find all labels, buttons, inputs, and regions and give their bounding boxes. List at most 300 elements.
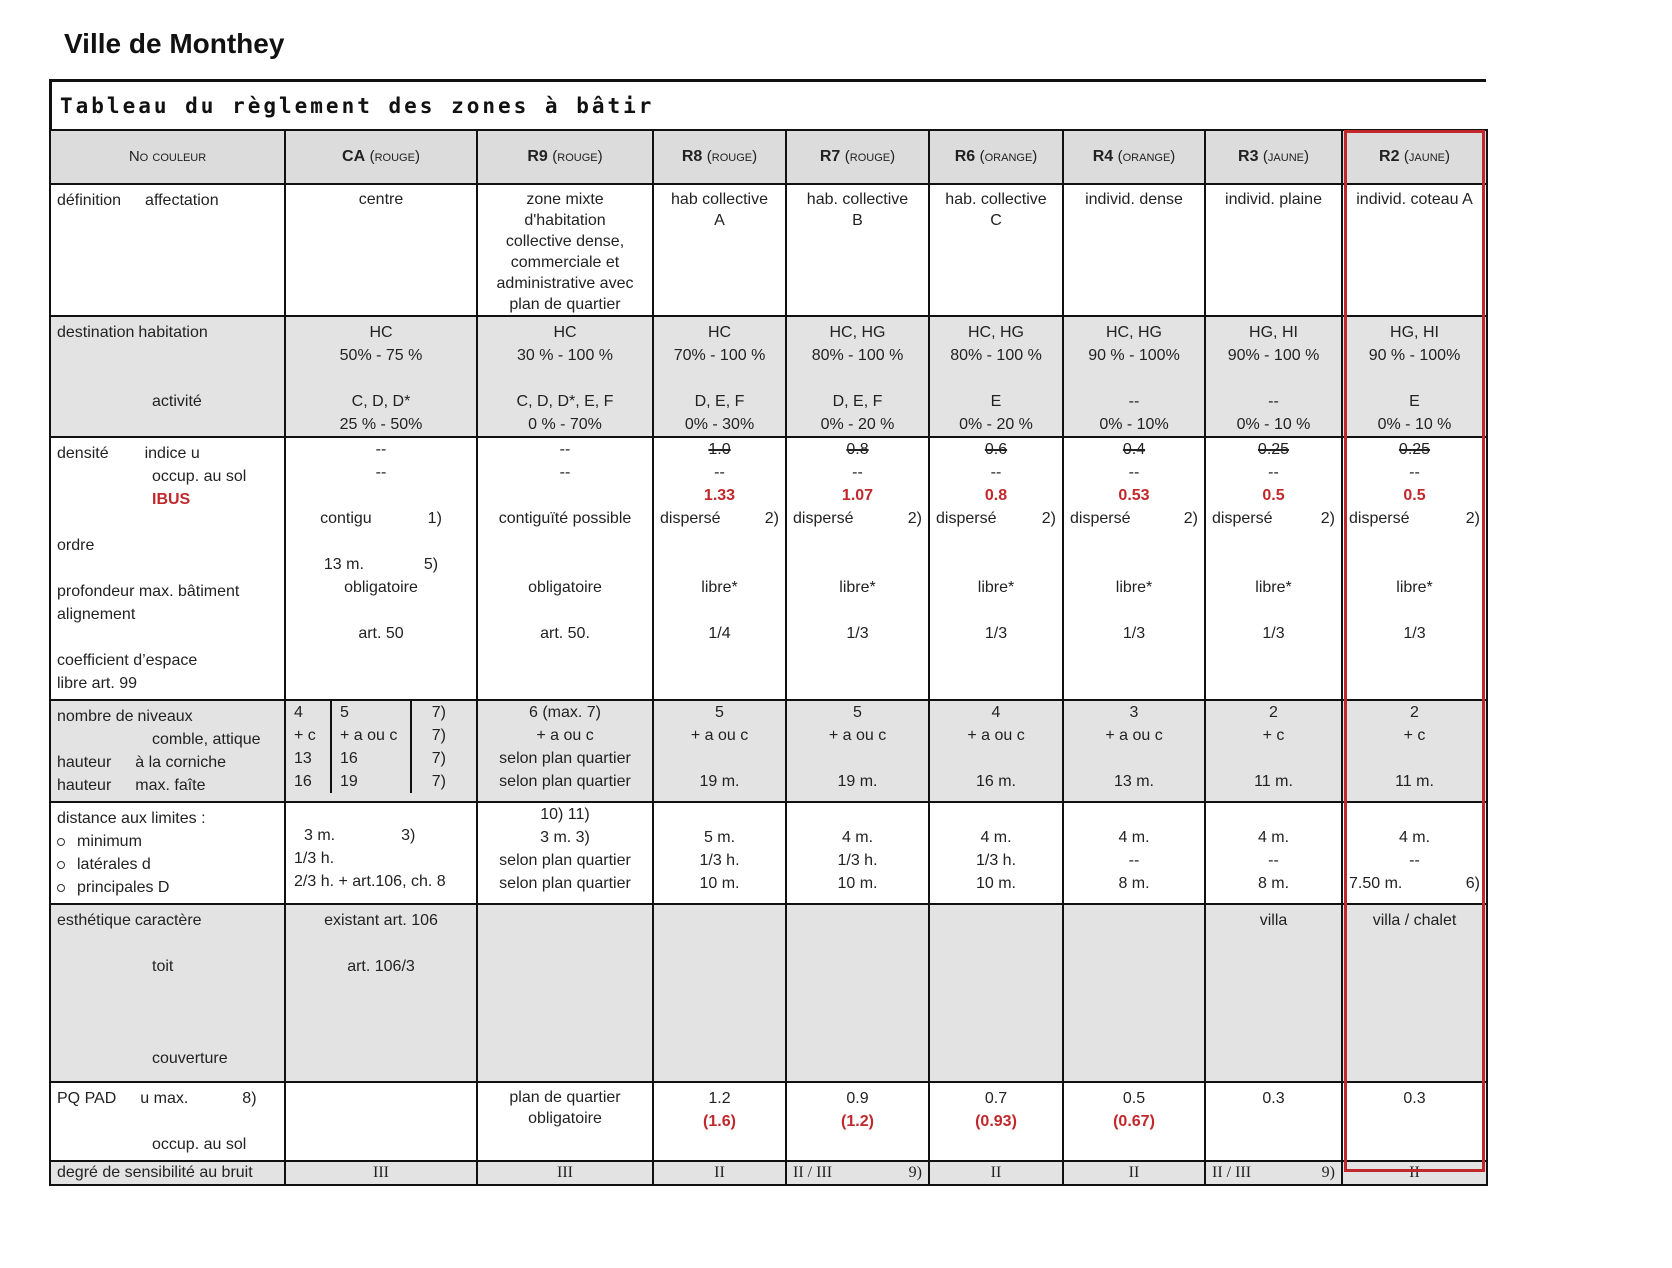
definition-text: hab. collective xyxy=(806,191,909,208)
header-zone-r4 xyxy=(1063,130,1205,184)
min-value: 4 m. xyxy=(841,829,874,846)
ordre-value xyxy=(654,507,785,530)
destination-label xyxy=(57,321,278,344)
lat-value: -- xyxy=(1128,852,1140,869)
esthetique-empty xyxy=(786,904,929,1082)
habitation-pct: 80% - 100 % xyxy=(950,347,1042,364)
r9-niveau-value: selon plan quartier xyxy=(499,773,631,790)
destination-sub: habitation xyxy=(138,324,208,341)
zone-code: R8 xyxy=(681,148,703,165)
bullet-circle-icon xyxy=(57,861,65,869)
comble-label: comble, attique xyxy=(152,731,261,748)
spacer xyxy=(654,367,785,390)
habitation-type: HG, HI xyxy=(1249,324,1298,341)
indice-value: -- xyxy=(559,441,571,458)
ca-niveau-value: 7) xyxy=(431,704,446,721)
bruit-value: III xyxy=(373,1164,389,1181)
definition-text: collective dense, xyxy=(505,233,625,250)
habitation-pct: 50% - 75 % xyxy=(339,347,423,364)
zone-color: (rouge) xyxy=(844,148,896,165)
ca-niveau-value: 7) xyxy=(431,773,446,790)
ordre-text: dispersé xyxy=(1212,510,1273,527)
bruit-value: II xyxy=(1128,1164,1140,1181)
habitation-pct: 90 % - 100% xyxy=(1368,347,1461,364)
coefficient-value: art. 50 xyxy=(358,625,404,642)
ibus-label: IBUS xyxy=(152,491,191,508)
spacer xyxy=(787,367,928,390)
esthetique-empty xyxy=(653,904,786,1082)
activite-type: D, E, F xyxy=(694,393,745,410)
occup-sol-label: occup. au sol xyxy=(152,1136,247,1153)
spacer xyxy=(478,530,652,553)
definition-text: individ. dense xyxy=(1085,191,1183,208)
r9-niveau-value: 6 (max. 7) xyxy=(528,704,601,721)
pq-label-cell xyxy=(50,1082,285,1161)
umax-label: u max. xyxy=(140,1090,189,1107)
princ-value: 8 m. xyxy=(1257,875,1290,892)
definition-text: hab collective xyxy=(671,191,768,208)
princ-value xyxy=(1343,872,1486,895)
lat-value: -- xyxy=(1268,852,1279,869)
r9-niveau-value: selon plan quartier xyxy=(499,750,631,767)
comble-value: + a ou c xyxy=(967,727,1025,744)
zone-color: (rouge) xyxy=(552,148,603,165)
comble-value: + a ou c xyxy=(690,727,749,744)
hauteur-value: 13 m. xyxy=(1113,773,1154,790)
spacer xyxy=(57,932,278,955)
header-zone-ca xyxy=(285,130,477,184)
alignement-value: libre* xyxy=(1396,579,1433,596)
hauteur-value: 16 m. xyxy=(975,773,1016,790)
spacer xyxy=(1064,367,1204,390)
ordre-value xyxy=(1206,507,1341,530)
ordre-value xyxy=(930,507,1062,530)
activite-pct: 0% - 20 % xyxy=(820,416,895,433)
occup-value: -- xyxy=(1409,464,1420,481)
header-zone-r9 xyxy=(477,130,653,184)
note: 2) xyxy=(1320,510,1335,527)
note: 6) xyxy=(1465,875,1480,892)
habitation-type: HC xyxy=(553,324,577,341)
min-value: 5 m. xyxy=(703,829,736,846)
niveaux-value: 2 xyxy=(1269,704,1278,721)
label-a: hauteur xyxy=(57,754,112,771)
habitation-type: HC xyxy=(369,324,393,341)
spacer xyxy=(1343,599,1486,622)
note: 1) xyxy=(427,510,442,527)
spacer xyxy=(57,1024,278,1047)
pq-r9-value: obligatoire xyxy=(528,1110,602,1127)
pq-zone xyxy=(786,1082,929,1161)
ordre-value xyxy=(1064,507,1204,530)
princ-value: 8 m. xyxy=(1118,875,1150,892)
page-title: Ville de Monthey xyxy=(64,28,285,59)
pq-zone xyxy=(1205,1082,1342,1161)
bruit-value: III xyxy=(557,1164,573,1181)
ordre-value xyxy=(787,507,928,530)
niveaux-value: 3 xyxy=(1129,704,1139,721)
ca-niveau-value: + c xyxy=(294,727,316,744)
spacer xyxy=(1064,553,1204,576)
bruit-value: II xyxy=(714,1164,725,1181)
spacer xyxy=(787,599,928,622)
habitation-pct: 30 % - 100 % xyxy=(516,347,614,364)
princ-value: 10 m. xyxy=(699,875,740,892)
occup-value: -- xyxy=(990,464,1002,481)
definition-label xyxy=(57,189,278,212)
ca-subcol xyxy=(412,701,476,793)
ibus-value: 0.5 xyxy=(1403,487,1426,504)
min-value: 4 m. xyxy=(1398,829,1431,846)
spacer xyxy=(787,530,928,553)
zone-code: R3 xyxy=(1238,148,1259,165)
spacer xyxy=(57,367,278,390)
bruit-cell xyxy=(653,1161,786,1185)
label-b: max. faîte xyxy=(135,777,206,794)
ca-niveau-value: 4 xyxy=(294,704,303,721)
niveaux-zone xyxy=(929,700,1063,802)
caractere-r2: villa / chalet xyxy=(1372,912,1457,929)
header-zone-r2 xyxy=(1342,130,1487,184)
ibus-value: 0.53 xyxy=(1118,487,1150,504)
habitation-type: HC, HG xyxy=(1106,324,1162,341)
header-zone-r6 xyxy=(929,130,1063,184)
r9-distance-value: 10) 11) xyxy=(540,806,590,823)
note: 3) xyxy=(401,827,416,844)
distance-label-cell xyxy=(50,802,285,904)
spacer xyxy=(1343,803,1486,826)
densite-ca xyxy=(285,437,477,700)
definition-text: individ. plaine xyxy=(1225,191,1322,208)
zone-color: (orange) xyxy=(1117,148,1176,165)
definition-cell xyxy=(1063,184,1205,316)
hauteur-value: 19 m. xyxy=(837,773,878,790)
spacer xyxy=(654,553,785,576)
bruit-value: II xyxy=(1409,1164,1420,1181)
hauteur-value: 19 m. xyxy=(699,773,740,790)
definition-cell xyxy=(786,184,929,316)
row-niveaux xyxy=(50,700,1487,802)
hauteur-faite-label xyxy=(57,774,278,797)
activite-label: activité xyxy=(152,393,202,410)
bruit-value xyxy=(787,1162,928,1183)
distance-label-text: minimum xyxy=(77,833,142,850)
spacer xyxy=(1343,530,1486,553)
bruit-label-cell xyxy=(50,1161,285,1185)
ca-subcol xyxy=(286,701,332,793)
activite-pct: 0 % - 70% xyxy=(528,416,602,433)
habitation-pct: 90 % - 100% xyxy=(1088,347,1180,364)
occup-label: occup. au sol xyxy=(152,468,247,485)
r9-distance-value: 3 m. 3) xyxy=(540,829,590,846)
spacer xyxy=(787,803,928,826)
niveaux-r9 xyxy=(477,700,653,802)
zones-table-wrapper xyxy=(49,79,1486,1186)
spacer xyxy=(1206,553,1341,576)
spacer xyxy=(57,557,278,580)
ordre-text: dispersé xyxy=(660,510,721,527)
densite-title: densité xyxy=(57,445,109,462)
densite-zone xyxy=(786,437,929,700)
toit-ca: art. 106/3 xyxy=(347,958,415,975)
min-value: 4 m. xyxy=(980,829,1012,846)
lat-value: 1/3 h. xyxy=(699,852,740,869)
zone-code: CA xyxy=(342,148,366,165)
activite-type: D, E, F xyxy=(832,393,883,410)
label-b: niveaux xyxy=(137,708,193,725)
bullet-circle-icon xyxy=(57,884,65,892)
spacer xyxy=(930,747,1062,770)
spacer xyxy=(787,553,928,576)
ordre-text: dispersé xyxy=(793,510,854,527)
spacer xyxy=(1206,599,1341,622)
lat-value: 1/3 h. xyxy=(975,852,1017,869)
destination-cell xyxy=(477,316,653,437)
note: 8) xyxy=(242,1090,257,1107)
esthetique-label-cell xyxy=(50,904,285,1082)
row-esthetique xyxy=(50,904,1487,1082)
bruit-cell xyxy=(1205,1161,1342,1185)
bruit-cell xyxy=(285,1161,477,1185)
distance-zone xyxy=(1342,802,1487,904)
densite-zone xyxy=(1342,437,1487,700)
r9-niveau-value: + a ou c xyxy=(536,727,594,744)
definition-sub: affectation xyxy=(145,192,219,209)
definition-text: hab. collective xyxy=(945,191,1047,208)
spacer xyxy=(1064,803,1204,826)
habitation-pct: 70% - 100 % xyxy=(673,347,766,364)
pq-umax-value: 0.3 xyxy=(1262,1090,1285,1107)
note: 2) xyxy=(1041,510,1056,527)
ca-niveau-value: 5 xyxy=(340,704,349,721)
ordre-value xyxy=(286,507,476,530)
note: 2) xyxy=(1465,510,1480,527)
hauteur-value: 11 m. xyxy=(1395,773,1434,790)
coefficient-value: 1/3 xyxy=(1262,625,1285,642)
spacer xyxy=(1206,747,1341,770)
ordre-text: dispersé xyxy=(1070,510,1131,527)
label-a: hauteur xyxy=(57,777,112,794)
profondeur-value xyxy=(286,553,476,576)
hauteur-value: 11 m. xyxy=(1254,773,1293,790)
row-destination xyxy=(50,316,1487,437)
ibus-value: 0.8 xyxy=(984,487,1008,504)
pq-title: PQ PAD xyxy=(57,1090,117,1107)
definition-text: B xyxy=(852,212,863,229)
ca-subgrid xyxy=(286,701,476,793)
spacer xyxy=(787,747,928,770)
niveaux-zone xyxy=(653,700,786,802)
definition-text: individ. coteau A xyxy=(1356,191,1473,208)
destination-cell xyxy=(285,316,477,437)
note: 5) xyxy=(423,556,439,573)
zone-code: R2 xyxy=(1379,148,1400,165)
spacer xyxy=(1206,803,1341,826)
distance-zone xyxy=(653,802,786,904)
densite-zone xyxy=(653,437,786,700)
distance-min-ca xyxy=(294,824,476,847)
zone-code: R6 xyxy=(954,148,976,165)
definition-cell xyxy=(285,184,477,316)
coefficient-value: 1/4 xyxy=(708,625,731,642)
ca-subcol xyxy=(332,701,412,793)
nombre-niveaux-label xyxy=(57,705,278,728)
definition-title: définition xyxy=(57,192,122,209)
spacer xyxy=(1206,367,1341,390)
pq-umax-value: 0.5 xyxy=(1122,1090,1146,1107)
pq-label xyxy=(57,1087,278,1110)
note: 9) xyxy=(1321,1164,1335,1181)
spacer xyxy=(930,803,1062,826)
spacer xyxy=(57,978,278,1001)
occup-value: -- xyxy=(1128,464,1140,481)
alignement-value: obligatoire xyxy=(344,579,418,596)
min-value: 4 m. xyxy=(1118,829,1150,846)
spacer xyxy=(930,599,1062,622)
distance-r9 xyxy=(477,802,653,904)
distance-title: distance aux limites : xyxy=(57,810,206,827)
ca-niveau-value: 19 xyxy=(340,773,358,790)
destination-title: destination xyxy=(57,324,135,341)
pq-umax-value: 0.9 xyxy=(846,1090,869,1107)
occup-value: -- xyxy=(1268,464,1279,481)
spacer xyxy=(478,599,652,622)
spacer xyxy=(478,484,652,507)
ca-niveau-value: 13 xyxy=(294,750,312,767)
zone-code: R9 xyxy=(527,148,548,165)
profondeur-text: 13 m. xyxy=(323,556,364,573)
definition-cell xyxy=(929,184,1063,316)
note: 2) xyxy=(907,510,922,527)
caractere-ca: existant art. 106 xyxy=(324,912,438,929)
definition-cell xyxy=(653,184,786,316)
ordre-label: ordre xyxy=(57,537,95,554)
pq-umax-bonus: (1.6) xyxy=(703,1113,736,1130)
definition-text: A xyxy=(714,212,725,229)
comble-value: + a ou c xyxy=(1105,727,1163,744)
note: 2) xyxy=(1183,510,1198,527)
niveaux-zone xyxy=(1205,700,1342,802)
note: 2) xyxy=(764,510,779,527)
spacer xyxy=(1064,747,1204,770)
densite-r9 xyxy=(477,437,653,700)
indice-old-value: 0.8 xyxy=(846,441,869,458)
ibus-value: 1.33 xyxy=(703,487,736,504)
r9-distance-value: selon plan quartier xyxy=(499,852,631,869)
min-value: 4 m. xyxy=(1257,829,1290,846)
habitation-type: HC, HG xyxy=(968,324,1024,341)
activite-pct: 0% - 30% xyxy=(684,416,755,433)
destination-label-cell xyxy=(50,316,285,437)
destination-cell xyxy=(929,316,1063,437)
ca-niveau-value: + a ou c xyxy=(340,727,398,744)
pq-zone xyxy=(1063,1082,1205,1161)
spacer xyxy=(57,511,278,534)
profondeur-label: profondeur max. bâtiment xyxy=(57,583,240,600)
niveaux-label-cell xyxy=(50,700,285,802)
header-zone-r8 xyxy=(653,130,786,184)
toit-label: toit xyxy=(152,958,174,975)
pq-umax-value: 0.7 xyxy=(984,1090,1008,1107)
spacer xyxy=(286,484,476,507)
spacer xyxy=(57,1001,278,1024)
niveaux-value: 2 xyxy=(1410,704,1419,721)
coefficient-value: 1/3 xyxy=(846,625,869,642)
definition-cell xyxy=(1205,184,1342,316)
spacer xyxy=(286,367,476,390)
ibus-value: 1.07 xyxy=(841,487,874,504)
spacer xyxy=(1064,530,1204,553)
pq-umax-bonus xyxy=(1206,1110,1341,1133)
spacer xyxy=(654,530,785,553)
ibus-value: 0.5 xyxy=(1262,487,1285,504)
ca-niveau-value: 16 xyxy=(340,750,358,767)
bruit-value: II xyxy=(990,1164,1002,1181)
activite-pct: 0% - 10 % xyxy=(1377,416,1452,433)
activite-pct: 0% - 20 % xyxy=(959,416,1033,433)
spacer xyxy=(930,530,1062,553)
indice-old-value: 0.4 xyxy=(1122,441,1146,458)
ordre-text: dispersé xyxy=(1349,510,1410,527)
activite-pct: 0% - 10 % xyxy=(1236,416,1311,433)
caractere-r3: villa xyxy=(1259,912,1288,929)
pq-umax-bonus: (1.2) xyxy=(841,1113,874,1130)
zone-color: (jaune) xyxy=(1262,148,1309,165)
esthetique-empty xyxy=(929,904,1063,1082)
distance-ca xyxy=(285,802,477,904)
habitation-type: HC, HG xyxy=(829,324,886,341)
row-bruit xyxy=(50,1161,1487,1185)
indice-value: -- xyxy=(375,441,387,458)
definition-text: administrative avec xyxy=(496,275,634,292)
spacer xyxy=(654,747,785,770)
label-a: esthétique xyxy=(57,912,131,929)
definition-text: centre xyxy=(358,191,404,208)
alignement-value: libre* xyxy=(1255,579,1292,596)
alignement-label: alignement xyxy=(57,606,136,623)
spacer xyxy=(654,803,785,826)
alignement-value: libre* xyxy=(701,579,738,596)
esthetique-empty xyxy=(1063,904,1205,1082)
activite-pct: 25 % - 50% xyxy=(339,416,423,433)
spacer xyxy=(294,803,476,824)
header-row xyxy=(50,130,1487,184)
bruit-cell xyxy=(929,1161,1063,1185)
densite-zone xyxy=(1063,437,1205,700)
spacer xyxy=(478,553,652,576)
esthetique-r2 xyxy=(1342,904,1487,1082)
pq-umax-bonus: (0.93) xyxy=(975,1113,1017,1130)
distance-label-text: latérales d xyxy=(77,856,151,873)
row-definition xyxy=(50,184,1487,316)
hauteur-corniche-label xyxy=(57,751,278,774)
densite-zone xyxy=(929,437,1063,700)
ca-niveau-value: 16 xyxy=(294,773,312,790)
spacer xyxy=(930,367,1062,390)
zones-table xyxy=(49,129,1488,1186)
niveaux-value: 4 xyxy=(991,704,1001,721)
note: 9) xyxy=(908,1164,922,1181)
bruit-cell xyxy=(477,1161,653,1185)
indice-label: indice u xyxy=(144,445,200,462)
niveaux-zone xyxy=(1342,700,1487,802)
pq-umax-bonus xyxy=(1343,1110,1486,1133)
habitation-pct: 90% - 100 % xyxy=(1227,347,1320,364)
alignement-value: libre* xyxy=(977,579,1015,596)
definition-cell xyxy=(477,184,653,316)
distance-label-text: principales D xyxy=(77,879,170,896)
ordre-text: dispersé xyxy=(936,510,997,527)
